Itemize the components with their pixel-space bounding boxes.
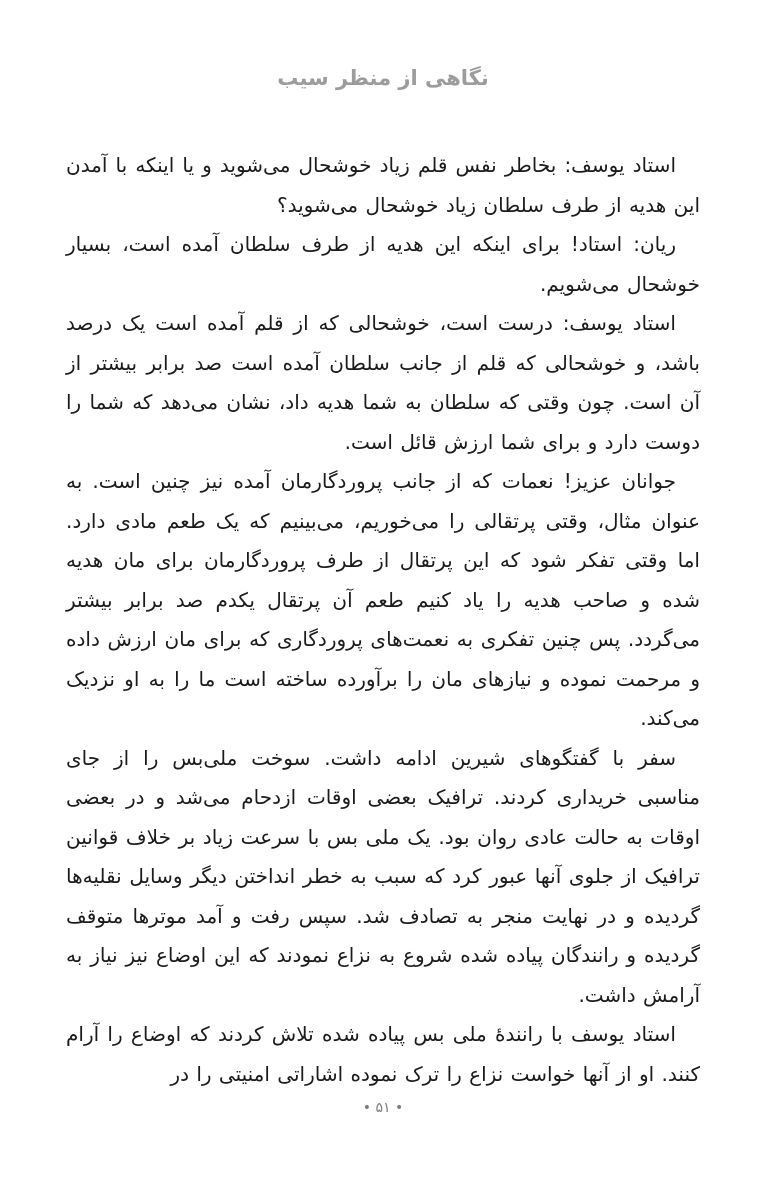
body-paragraph: استاد یوسف: درست است، خوشحالی که از قلم آمده است یک درصد باشد، و خوشحالی که قلم از جانب سلطان آمده است صد برابر بیشتر از آن است. چون وقتی که سلطان به شما هدیه داد، نشان می‌دهد که شما را دوست دارد و برای شما ارزش قائل است.	[66, 311, 700, 454]
body-paragraph: جوانان عزیز! نعمات که از جانب پروردگارمان آمده نیز چنین است. به عنوان مثال، وقتی پرتقالی را می‌خوریم، می‌بینیم که یک طعم مادی دارد. اما وقتی تفکر شود که این پرتقال از طرف پروردگارمان برای مان هدیه شده و صاحب هدیه را یاد کنیم طعم آن پرتقال یکدم صد برابر بیشتر می‌گردد. پس چنین تفکری به نعمت‌های پروردگاری که برای مان ارزش داده و مرحمت نموده و نیازهای مان را برآورده ساخته است ما را به او نزدیک می‌کند.	[66, 469, 700, 730]
page-number: • ۵۱ •	[362, 1100, 404, 1116]
body-paragraph: سفر با گفتگوهای شیرین ادامه داشت. سوخت ملی‌بس را از جای مناسبی خریداری کردند. ترافیک بعضی اوقات ازدحام می‌شد و در بعضی اوقات به حالت عادی روان بود. یک ملی بس با سرعت زیاد بر خلاف قوانین ترافیک از جلوی آنها عبور کرد که سبب به خطر انداختن دیگر وسایل نقلیه‌ها گردیده و در نهایت منجر به تصادف شد. سپس رفت و آمد موترها متوقف گردیده و رانندگان پیاده شده شروع به نزاع نمودند که این اوضاع نیز نیاز به آرامش داشت.	[66, 745, 700, 1007]
body-paragraph: استاد یوسف با رانندۀ ملی بس پیاده شده تلاش کردند که اوضاع را آرام کنند. او از آنها خواست نزاع را ترک نموده اشاراتی امنیتی را در	[66, 1022, 700, 1086]
body-paragraph: استاد یوسف: بخاطر نفس قلم زیاد خوشحال می‌شوید و یا اینکه با آمدن این هدیه از طرف سلطان زیاد خوشحال می‌شوید؟	[66, 153, 700, 217]
running-head-chapter-title: نگاهی از منظر سیب	[277, 66, 489, 90]
body-paragraph: ریان: استاد! برای اینکه این هدیه از طرف سلطان آمده است، بسیار خوشحال می‌شویم.	[66, 232, 700, 296]
page-body-text	[66, 146, 700, 1094]
